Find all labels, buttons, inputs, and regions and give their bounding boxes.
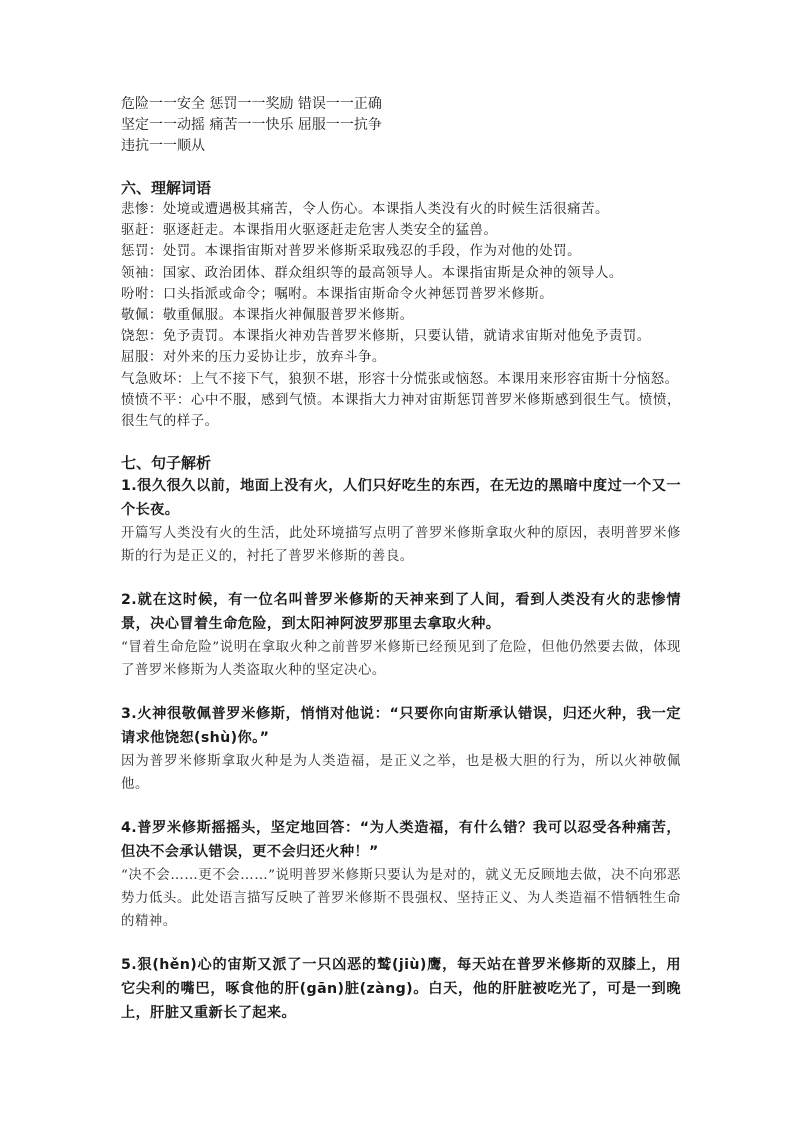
vocabulary-list (121, 199, 681, 432)
sentence-analysis: “冒着生命危险”说明在拿取火种之前普罗米修斯已经预见到了危险，但他仍然要去做，体现了普罗米修斯为人类盗取火种的坚定决心。 (121, 640, 681, 679)
vocabulary-entry: 气急败坏：上气不接下气，狼狈不堪，形容十分慌张或恼怒。本课用来形容宙斯十分恼怒。 (121, 371, 679, 387)
sentence-item (121, 953, 681, 1025)
sentence-quote: 4.普罗米修斯摇摇头，坚定地回答：“为人类造福，有什么错？我可以忍受各种痛苦，但决不会承认错误，更不会归还火种！” (121, 820, 681, 861)
vocabulary-entry: 惩罚：处罚。本课指宙斯对普罗米修斯采取残忍的手段，作为对他的处罚。 (121, 244, 582, 260)
antonym-line: 违抗一一顺从 (121, 138, 205, 154)
vocabulary-entry: 敬佩：敬重佩服。本课指火神佩服普罗米修斯。 (121, 308, 414, 324)
sentence-item (121, 702, 681, 796)
vocabulary-entry: 领袖：国家、政治团体、群众组织等的最高领导人。本课指宙斯是众神的领导人。 (121, 265, 623, 281)
sentence-analysis: “决不会……更不会……”说明普罗米修斯只要认为是对的，就义无反顾地去做，决不向邪恶势力低头。此处语言描写反映了普罗米修斯不畏强权、坚持正义、为人类造福不惜牺牲生命的精神。 (121, 868, 681, 930)
sentence-quote: 1.很久很久以前，地面上没有火，人们只好吃生的东西，在无边的黑暗中度过一个又一个长夜。 (121, 478, 681, 519)
sentence-item (121, 474, 681, 568)
document-page (121, 94, 681, 1025)
section-heading-vocabulary: 六、理解词语 (121, 179, 212, 197)
vocabulary-entry: 屈服：对外来的压力妥协让步，放弃斗争。 (121, 350, 386, 366)
antonym-line: 坚定一一动摇 痛苦一一快乐 屈服一一抗争 (121, 117, 382, 133)
vocabulary-entry: 愤愤不平：心中不服，感到气愤。本课指大力神对宙斯惩罚普罗米修斯感到很生气。愤愤，很生气的样子。 (121, 392, 681, 430)
vocabulary-entry: 饶恕：免予责罚。本课指火神劝告普罗米修斯，只要认错，就请求宙斯对他免予责罚。 (121, 329, 651, 345)
antonym-line: 危险一一安全 惩罚一一奖励 错误一一正确 (121, 96, 382, 112)
sentence-quote: 5.狠(hěn)心的宙斯又派了一只凶恶的鹫(jiù)鹰，每天站在普罗米修斯的双膝上，用它尖利的嘴巴，啄食他的肝(gān)脏(zàng)。白天，他的肝脏被吃光了，可是一到晚上，肝脏又重新长了起来。 (121, 957, 681, 1022)
sentence-item (121, 588, 681, 682)
sentence-analysis: 因为普罗米修斯拿取火种是为人类造福，是正义之举，也是极大胆的行为，所以火神敬佩他。 (121, 754, 681, 793)
vocabulary-entry: 驱赶：驱逐赶走。本课指用火驱逐赶走危害人类安全的猛兽。 (121, 223, 498, 239)
sentence-quote: 3.火神很敬佩普罗米修斯，悄悄对他说：“只要你向宙斯承认错误，归还火种，我一定请求他饶恕(shù)你。” (121, 706, 681, 747)
vocabulary-entry: 悲惨：处境或遭遇极其痛苦，令人伤心。本课指人类没有火的时候生活很痛苦。 (121, 202, 609, 217)
sentence-item (121, 816, 681, 933)
section-heading-sentences: 七、句子解析 (121, 454, 212, 473)
vocabulary-entry: 吩咐：口头指派或命令；嘱咐。本课指宙斯命令火神惩罚普罗米修斯。 (121, 286, 554, 302)
antonym-list (121, 94, 681, 157)
sentence-quote: 2.就在这时候，有一位名叫普罗米修斯的天神来到了人间，看到人类没有火的悲惨情景，决心冒着生命危险，到太阳神阿波罗那里去拿取火种。 (121, 592, 681, 633)
sentence-analysis: 开篇写人类没有火的生活，此处环境描写点明了普罗米修斯拿取火种的原因，表明普罗米修斯的行为是正义的，衬托了普罗米修斯的善良。 (121, 526, 681, 565)
